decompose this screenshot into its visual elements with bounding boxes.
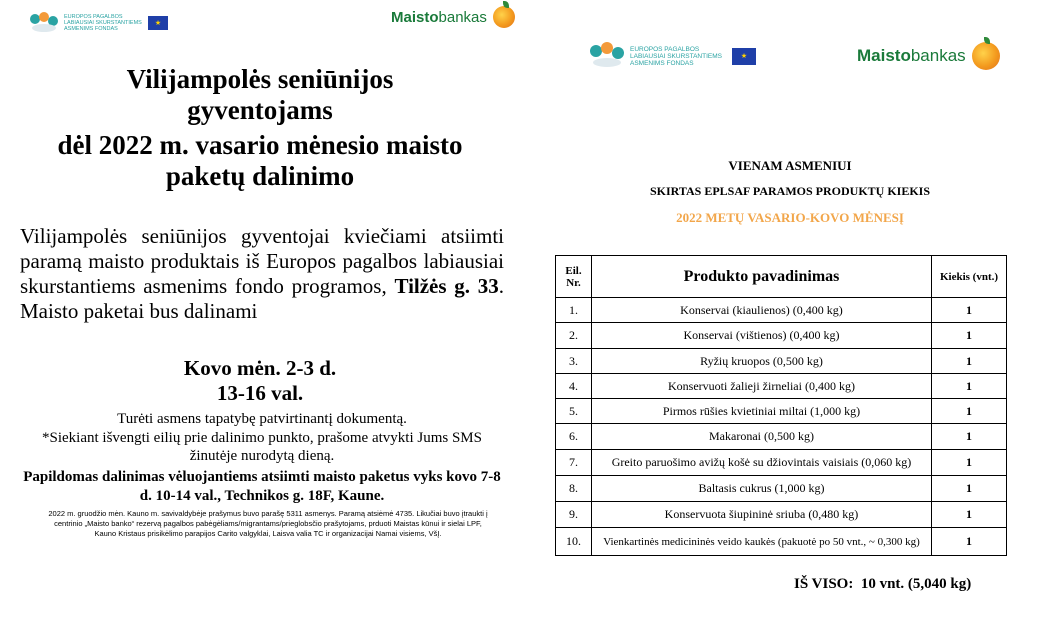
row-product: Makaronai (0,500 kg) (592, 424, 932, 450)
heading-quantity: SKIRTAS EPLSAF PARAMOS PRODUKTŲ KIEKIS (649, 184, 931, 198)
row-product: Vienkartinės medicininės veido kaukės (pakuotė po 50 vnt., ~ 0,300 kg) (592, 528, 932, 556)
row-no: 8. (556, 476, 592, 502)
title-line: gyventojams (187, 95, 333, 125)
brand-bold: Maisto (857, 46, 911, 65)
maistobankas-logo (391, 6, 515, 28)
table-row (556, 298, 1007, 323)
row-product: Konservuota šiupininė sriuba (0,480 kg) (592, 502, 932, 528)
total-summary: IŠ VISO: 10 vnt. (5,040 kg) (794, 576, 972, 592)
eu-fund-text: EUROPOS PAGALBOS LABIAUSIAI SKURSTANTIEMS ASMENIMS FONDAS (64, 14, 142, 32)
intro-paragraph (20, 224, 504, 324)
eu-fund-logo (28, 12, 168, 34)
eu-fund-logo-right (588, 42, 756, 70)
eu-fund-text: EUROPOS PAGALBOS LABIAUSIAI SKURSTANTIEMS ASMENIMS FONDAS (630, 45, 722, 67)
table-row (556, 528, 1007, 556)
intro-address: Tilžės g. 33 (394, 274, 499, 298)
brand-rest: bankas (438, 8, 487, 26)
table-row (556, 502, 1007, 528)
row-no: 6. (556, 424, 592, 450)
row-no: 7. (556, 450, 592, 476)
people-icon (588, 42, 626, 70)
table-row (556, 424, 1007, 450)
row-product: Konservuoti žalieji žirneliai (0,400 kg) (592, 374, 932, 399)
row-qty: 1 (932, 298, 1007, 323)
sms-note: *Siekiant išvengti eilių prie dalinimo punkto, prašome atvykti Jums SMS žinutėje nurodytą dieną. (42, 430, 482, 464)
row-no: 1. (556, 298, 592, 323)
row-qty: 1 (932, 502, 1007, 528)
row-product: Baltasis cukrus (1,000 kg) (592, 476, 932, 502)
row-no: 9. (556, 502, 592, 528)
row-qty: 1 (932, 528, 1007, 556)
header-no: Eil. Nr. (556, 256, 592, 298)
row-product: Pirmos rūšies kvietiniai miltai (1,000 kg) (592, 399, 932, 424)
brand-rest: bankas (910, 46, 966, 65)
fine-print: 2022 m. gruodžio mėn. Kauno m. savivaldybėje prašymus buvo parašę 5311 asmenys. Paramą atsiėmė 4735. Likučiai buvo įtraukti į centrinio „Maisto banko“ rezervą pagalbos pabėgėliams/migrantams/prieglobsčio prašytojams, prduoti Maistas kūnui ir sielai LPF, Kauno Kristaus prisikėlimo parapijos Carito valgyklai, Laisva valia TC ir organizacijai Namai visiems, VšĮ. (48, 509, 488, 538)
row-no: 10. (556, 528, 592, 556)
people-icon (28, 12, 60, 34)
row-no: 3. (556, 349, 592, 374)
heading-period: 2022 METŲ VASARIO-KOVO MĖNESĮ (676, 210, 904, 225)
id-note: Turėti asmens tapatybę patvirtinantį dokumentą. (117, 411, 407, 427)
row-product: Ryžių kruopos (0,500 kg) (592, 349, 932, 374)
title-line: dėl 2022 m. vasario mėnesio maisto (57, 130, 463, 160)
intro-start: Vilijampolės seniūnijos gyventojai kviečiami atsiimti paramą maisto produktais iš Europos pagalbos labiausiai skurstantiems asmenims fondo programos, (20, 224, 504, 298)
heading-per-person: VIENAM ASMENIUI (728, 158, 852, 173)
title-line: paketų dalinimo (165, 161, 355, 191)
announcement-title (0, 64, 520, 192)
table-row (556, 450, 1007, 476)
row-qty: 1 (932, 424, 1007, 450)
distribution-time: 13-16 val. (216, 381, 304, 405)
distribution-date: Kovo mėn. 2-3 d. (183, 356, 337, 380)
header-qty: Kiekis (vnt.) (932, 256, 1007, 298)
row-qty: 1 (932, 399, 1007, 424)
table-row (556, 323, 1007, 349)
row-qty: 1 (932, 476, 1007, 502)
row-qty: 1 (932, 450, 1007, 476)
eu-flag-icon: ★ (148, 16, 168, 30)
row-product: Konservai (vištienos) (0,400 kg) (592, 323, 932, 349)
header-product: Produkto pavadinimas (592, 256, 932, 298)
apple-icon (493, 6, 515, 28)
row-no: 4. (556, 374, 592, 399)
row-no: 2. (556, 323, 592, 349)
table-row (556, 476, 1007, 502)
table-row (556, 374, 1007, 399)
row-qty: 1 (932, 349, 1007, 374)
apple-icon (972, 42, 1000, 70)
intro-end: . Maisto paketai bus dalinami (20, 274, 504, 323)
table-row (556, 349, 1007, 374)
table-row (556, 399, 1007, 424)
product-table (555, 255, 1007, 556)
row-no: 5. (556, 399, 592, 424)
row-qty: 1 (932, 374, 1007, 399)
title-line: Vilijampolės seniūnijos (126, 64, 394, 94)
brand-bold: Maisto (391, 8, 439, 26)
eu-flag-icon: ★ (732, 48, 756, 65)
maistobankas-logo-right (857, 42, 1000, 70)
table-header-row (556, 256, 1007, 298)
row-product: Konservai (kiaulienos) (0,400 kg) (592, 298, 932, 323)
row-product: Greito paruošimo avižų košė su džiovintais vaisiais (0,060 kg) (592, 450, 932, 476)
row-qty: 1 (932, 323, 1007, 349)
extra-distribution: Papildomas dalinimas vėluojantiems atsiimti maisto paketus vyks kovo 7-8 d. 10-14 val., Technikos g. 18F, Kaune. (23, 469, 501, 504)
